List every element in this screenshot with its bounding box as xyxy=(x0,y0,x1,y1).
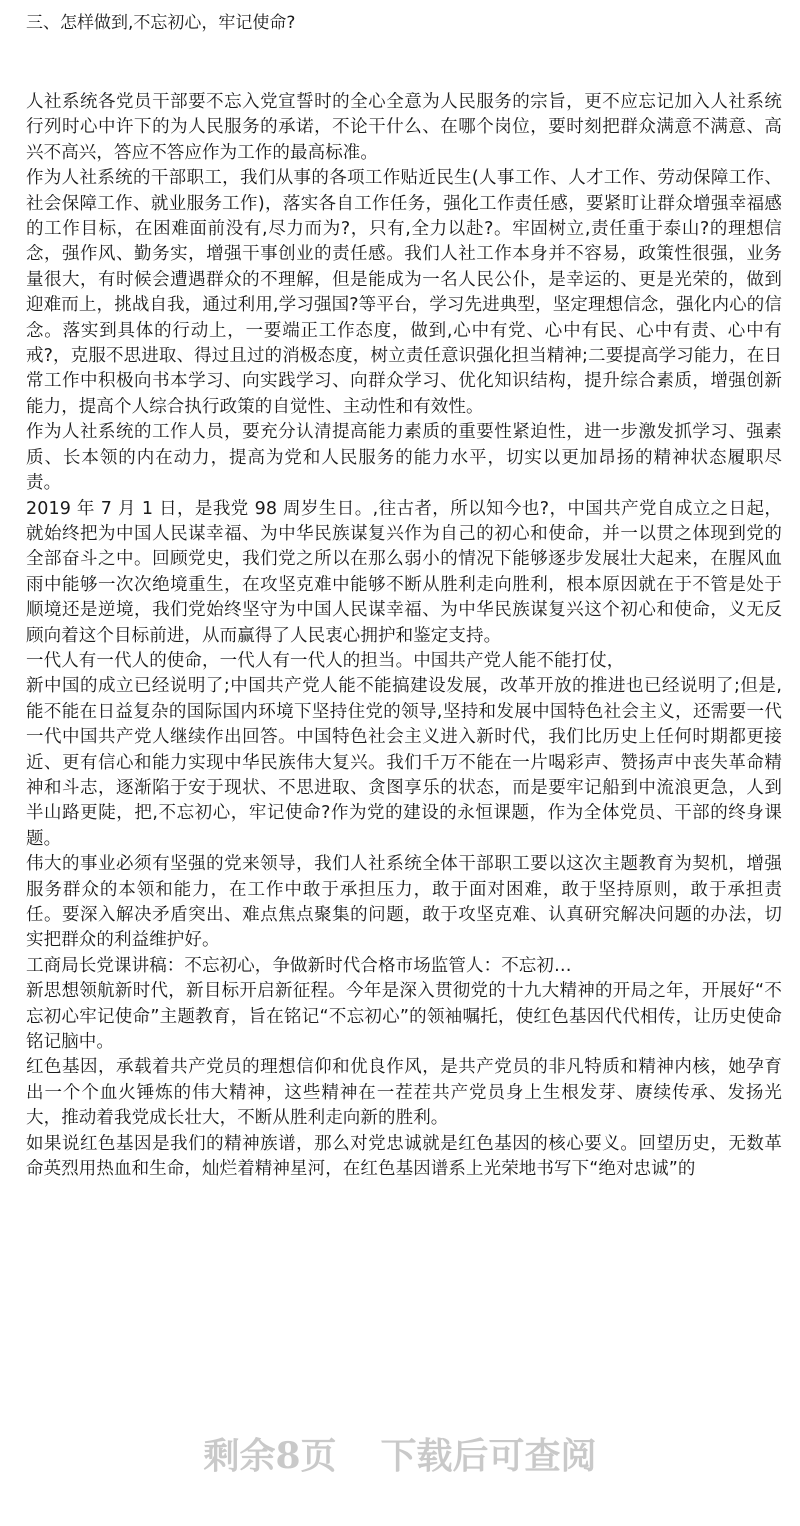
paragraph: 作为人社系统的干部职工，我们从事的各项工作贴近民生(人事工作、人才工作、劳动保障工作、社会保障工作、就业服务工作)，落实各自工作任务，强化工作责任感，要紧盯让群众增强幸福感的工作目标，在困难面前没有,尽力而为?，只有,全力以赴?。牢固树立,责任重于泰山?的理想信念，强作风、勤务实，增强干事创业的责任感。我们人社工作本身并不容易，政策性很强，业务量很大，有时候会遭遇群众的不理解，但是能成为一名人民公仆，是幸运的、更是光荣的，做到迎难而上，挑战自我，通过利用,学习强国?等平台，学习先进典型，坚定理想信念，强化内心的信念。落实到具体的行动上，一要端正工作态度，做到,心中有党、心中有民、心中有责、心中有戒?，克服不思进取、得过且过的消极态度，树立责任意识强化担当精神;二要提高学习能力，在日常工作中积极向书本学习、向实践学习、向群众学习、优化知识结构，提升综合素质，增强创新能力，提高个人综合执行政策的自觉性、主动性和有效性。 xyxy=(26,168,782,417)
download-to-view-text: 下载后可查阅 xyxy=(380,1434,597,1477)
document-body xyxy=(26,90,782,1182)
paragraph: 新中国的成立已经说明了;中国共产党人能不能搞建设发展，改革开放的推进也已经说明了;但是,能不能在日益复杂的国际国内环境下坚持住党的领导,坚持和发展中国特色社会主义，还需要一代一代中国共产党人继续作出回答。中国特色社会主义进入新时代，我们比历史上任何时期都更接近、更有信心和能力实现中华民族伟大复兴。我们千万不能在一片喝彩声、赞扬声中丧失革命精神和斗志，逐渐陷于安于现状、不思进取、贪图享乐的状态，而是要牢记船到中流浪更急，人到半山路更陡，把,不忘初心，牢记使命?作为党的建设的永恒课题，作为全体党员、干部的终身课题。 xyxy=(26,676,782,849)
paragraph: 红色基因，承载着共产党员的理想信仰和优良作风，是共产党员的非凡特质和精神内核，她孕育出一个个血火锤炼的伟大精神，这些精神在一茬茬共产党员身上生根发芽、赓续传承、发扬光大，推动着我党成长壮大，不断从胜利走向新的胜利。 xyxy=(26,1057,782,1129)
paragraph: 工商局长党课讲稿：不忘初心，争做新时代合格市场监管人：不忘初… xyxy=(26,955,572,976)
paragraph: 一代人有一代人的使命，一代人有一代人的担当。中国共产党人能不能打仗， xyxy=(26,650,625,671)
download-banner[interactable] xyxy=(0,1418,800,1488)
paragraph: 如果说红色基因是我们的精神族谱，那么对党忠诚就是红色基因的核心要义。回望历史，无数革命英烈用热血和生命，灿烂着精神星河，在红色基因谱系上光荣地书写下“绝对忠诚”的 xyxy=(26,1133,782,1180)
remaining-pages-text: 剩余8页 xyxy=(203,1434,337,1477)
section-heading: 三、怎样做到,不忘初心，牢记使命? xyxy=(26,13,296,33)
paragraph: 新思想领航新时代，新目标开启新征程。今年是深入贯彻党的十九大精神的开局之年，开展好“不忘初心牢记使命”主题教育，旨在铭记“不忘初心”的领袖嘱托，使红色基因代代相传，让历史使命铭记脑中。 xyxy=(26,981,782,1053)
paragraph: 伟大的事业必须有坚强的党来领导，我们人社系统全体干部职工要以这次主题教育为契机，增强服务群众的本领和能力，在工作中敢于承担压力，敢于面对困难，敢于坚持原则，敢于承担责任。要深入解决矛盾突出、难点焦点聚集的问题，敢于攻坚克难、认真研究解决问题的办法，切实把群众的利益维护好。 xyxy=(26,854,782,951)
paragraph: 人社系统各党员干部要不忘入党宣誓时的全心全意为人民服务的宗旨，更不应忘记加入人社系统行列时心中许下的为人民服务的承诺，不论干什么、在哪个岗位，要时刻把群众满意不满意、高兴不高兴，答应不答应作为工作的最高标准。 xyxy=(26,92,782,163)
paragraph: 2019 年 7 月 1 日，是我党 98 周岁生日。,往古者，所以知今也?，中国共产党自成立之日起，就始终把为中国人民谋幸福、为中华民族谋复兴作为自己的初心和使命，并一以贯之体现到党的全部奋斗之中。回顾党史，我们党之所以在那么弱小的情况下能够逐步发展壮大起来，在腥风血雨中能够一次次绝境重生，在攻坚克难中能够不断从胜利走向胜利，根本原因就在于不管是处于顺境还是逆境，我们党始终坚守为中国人民谋幸福、为中华民族谋复兴这个初心和使命，义无反顾向着这个目标前进，从而赢得了人民衷心拥护和鉴定支持。 xyxy=(26,498,782,646)
paragraph: 作为人社系统的工作人员，要充分认清提高能力素质的重要性紧迫性，进一步激发抓学习、强素质、长本领的内在动力，提高为党和人民服务的能力水平，切实以更加昂扬的精神状态履职尽责。 xyxy=(26,422,782,494)
